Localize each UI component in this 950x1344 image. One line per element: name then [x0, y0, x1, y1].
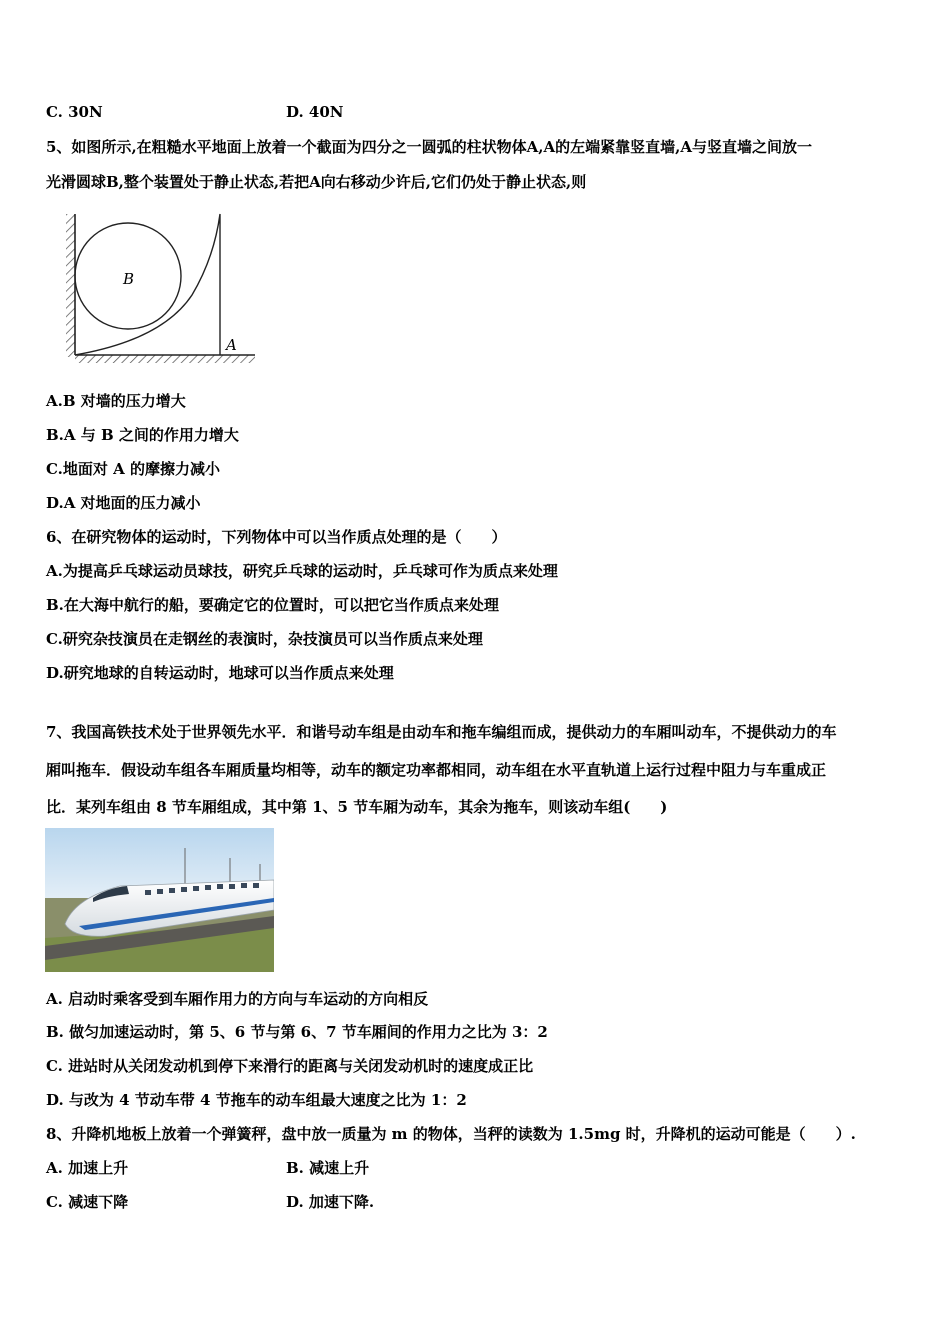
q6-option-d: D.研究地球的自转运动时，地球可以当作质点来处理 — [46, 664, 394, 682]
block-a-arc — [75, 214, 220, 355]
ground-hatch — [75, 355, 255, 363]
q7-stem-line2: 厢叫拖车．假设动车组各车厢质量均相等，动车的额定功率都相同，动车组在水平直轨道上运行过程中阻力与车重成正 — [46, 761, 827, 779]
q4-option-d: D. 40N — [286, 103, 344, 121]
q7-option-b: B. 做匀加速运动时，第 5、6 节与第 6、7 节车厢间的作用力之比为 3：2 — [46, 1023, 548, 1041]
q7-option-c: C. 进站时从关闭发动机到停下来滑行的距离与关闭发动机时的速度成正比 — [46, 1057, 534, 1075]
q7-train-photo — [45, 828, 274, 972]
q7-option-d: D. 与改为 4 节动车带 4 节拖车的动车组最大速度之比为 1：2 — [46, 1091, 467, 1109]
label-b: B — [123, 270, 135, 288]
q5-option-a: A.B 对墙的压力增大 — [46, 392, 186, 410]
q5-option-b: B.A 与 B 之间的作用力增大 — [46, 426, 239, 444]
q8-option-d: D. 加速下降. — [286, 1193, 375, 1211]
label-a: A — [226, 336, 237, 354]
wall-hatch — [66, 214, 75, 357]
q6-stem: 6、在研究物体的运动时，下列物体中可以当作质点处理的是（ ） — [46, 528, 507, 546]
q8-options-row2 — [46, 1192, 375, 1212]
q8-option-c: C. 减速下降 — [46, 1193, 129, 1211]
q8-options-row1 — [46, 1158, 370, 1178]
q5-figure — [62, 210, 262, 368]
q8-stem: 8、升降机地板上放着一个弹簧秤，盘中放一质量为 m 的物体，当秤的读数为 1.5mg 时，升降机的运动可能是（ ）. — [46, 1125, 856, 1143]
q8-option-a: A. 加速上升 — [46, 1159, 129, 1177]
q6-option-a: A.为提高乒乓球运动员球技，研究乒乓球的运动时，乒乓球可作为质点来处理 — [46, 562, 558, 580]
q5-option-d: D.A 对地面的压力减小 — [46, 494, 201, 512]
q4-option-c: C. 30N — [46, 103, 103, 121]
q5-stem-line2: 光滑圆球B,整个装置处于静止状态,若把A向右移动少许后,它们仍处于静止状态,则 — [46, 173, 587, 191]
q8-option-b: B. 减速上升 — [286, 1159, 370, 1177]
q7-stem-line3: 比．某列车组由 8 节车厢组成，其中第 1、5 节车厢为动车，其余为拖车，则该动车组( ) — [46, 798, 668, 816]
q5-option-c: C.地面对 A 的摩擦力减小 — [46, 460, 220, 478]
q5-stem-line1: 5、如图所示,在粗糙水平地面上放着一个截面为四分之一圆弧的柱状物体A,A的左端紧靠竖直墙,A与竖直墙之间放一 — [46, 138, 813, 156]
q6-option-c: C.研究杂技演员在走钢丝的表演时，杂技演员可以当作质点来处理 — [46, 630, 483, 648]
q4-options-row — [46, 102, 344, 122]
q6-option-b: B.在大海中航行的船，要确定它的位置时，可以把它当作质点来处理 — [46, 596, 499, 614]
q7-stem-line1: 7、我国高铁技术处于世界领先水平．和谐号动车组是由动车和拖车编组而成，提供动力的车厢叫动车，不提供动力的车 — [46, 723, 837, 741]
q7-option-a: A. 启动时乘客受到车厢作用力的方向与车运动的方向相反 — [46, 990, 429, 1008]
